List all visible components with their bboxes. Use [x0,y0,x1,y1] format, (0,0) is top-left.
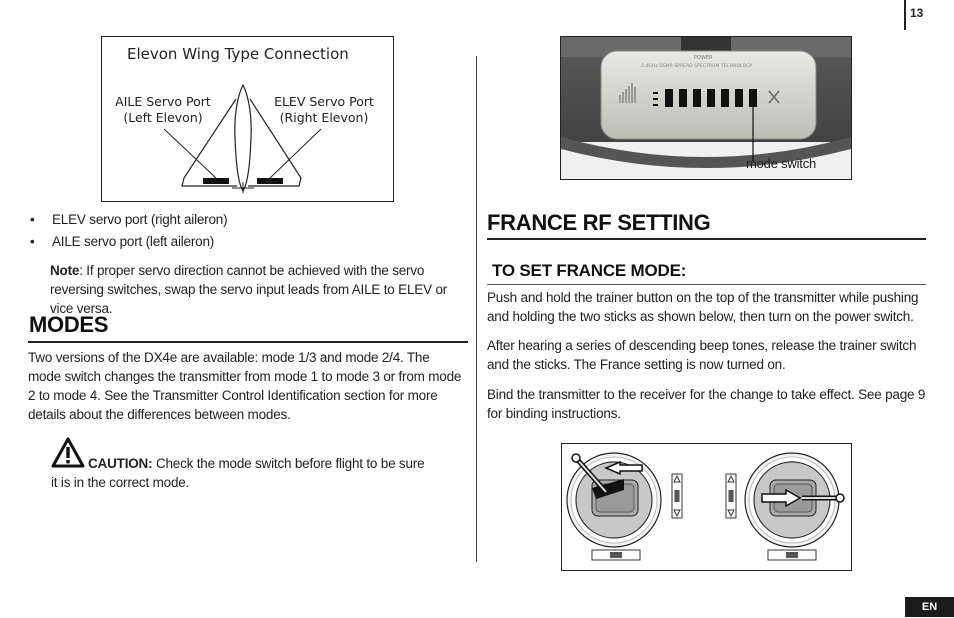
france-rf-heading: FRANCE RF SETTING [487,210,711,235]
aile-port-label: AILE Servo Port (Left Elevon) [115,94,211,125]
elev-port-label: ELEV Servo Port (Right Elevon) [274,94,374,125]
modes-heading: MODES [29,312,109,337]
set-france-mode-subheading: TO SET FRANCE MODE: [492,261,687,280]
column-divider [476,56,477,562]
bullet-item-elev: • ELEV servo port (right aileron) [30,212,228,227]
mode-switch-caption: mode switch [746,156,817,171]
right-stick-gimbal [745,453,844,547]
france-paragraph-2: After hearing a series of descending beep tones, release the trainer switch and the sticks. The France setting is now turned on. [487,338,917,372]
svg-text:POWER: POWER [694,55,713,61]
modes-paragraph: Two versions of the DX4e are available: mode 1/3 and mode 2/4. The mode switch changes the transmitter from mode 1 to mode 3 or from mode 2 to mode 4. See the Transmitter Control Identification section for more details about the differences between modes. [28,350,462,422]
stick-gimbals-drawing [562,444,851,570]
bullet-item-aile: • AILE servo port (left aileron) [30,234,215,249]
svg-text:2.4GHz DSMR SPREAD SPECTRUM TE: 2.4GHz DSMR SPREAD SPECTRUM TECHNOLOGY [641,64,753,69]
page-number: 13 [910,6,924,20]
language-tab: EN [905,597,954,617]
diagram-title: Elevon Wing Type Connection [127,45,349,63]
subheading-rule [487,284,926,285]
modes-heading-rule [28,341,468,343]
france-heading-rule [487,238,926,240]
france-paragraph-3: Bind the transmitter to the receiver for the change to take effect. See page 9 for binding instructions. [487,387,926,421]
stick-position-diagram [561,443,852,571]
france-paragraph-1: Push and hold the trainer button on the top of the transmitter while pushing and holding the two sticks as shown below, then turn on the power switch. [487,290,919,324]
left-stick-gimbal [567,453,661,547]
note-paragraph: Note: If proper servo direction cannot be achieved with the servo reversing switches, swap the servo input leads from AILE to ELEV or vice versa. [50,263,448,316]
caution-paragraph: CAUTION: Check the mode switch before flight to be sure it is in the correct mode. [51,456,425,490]
